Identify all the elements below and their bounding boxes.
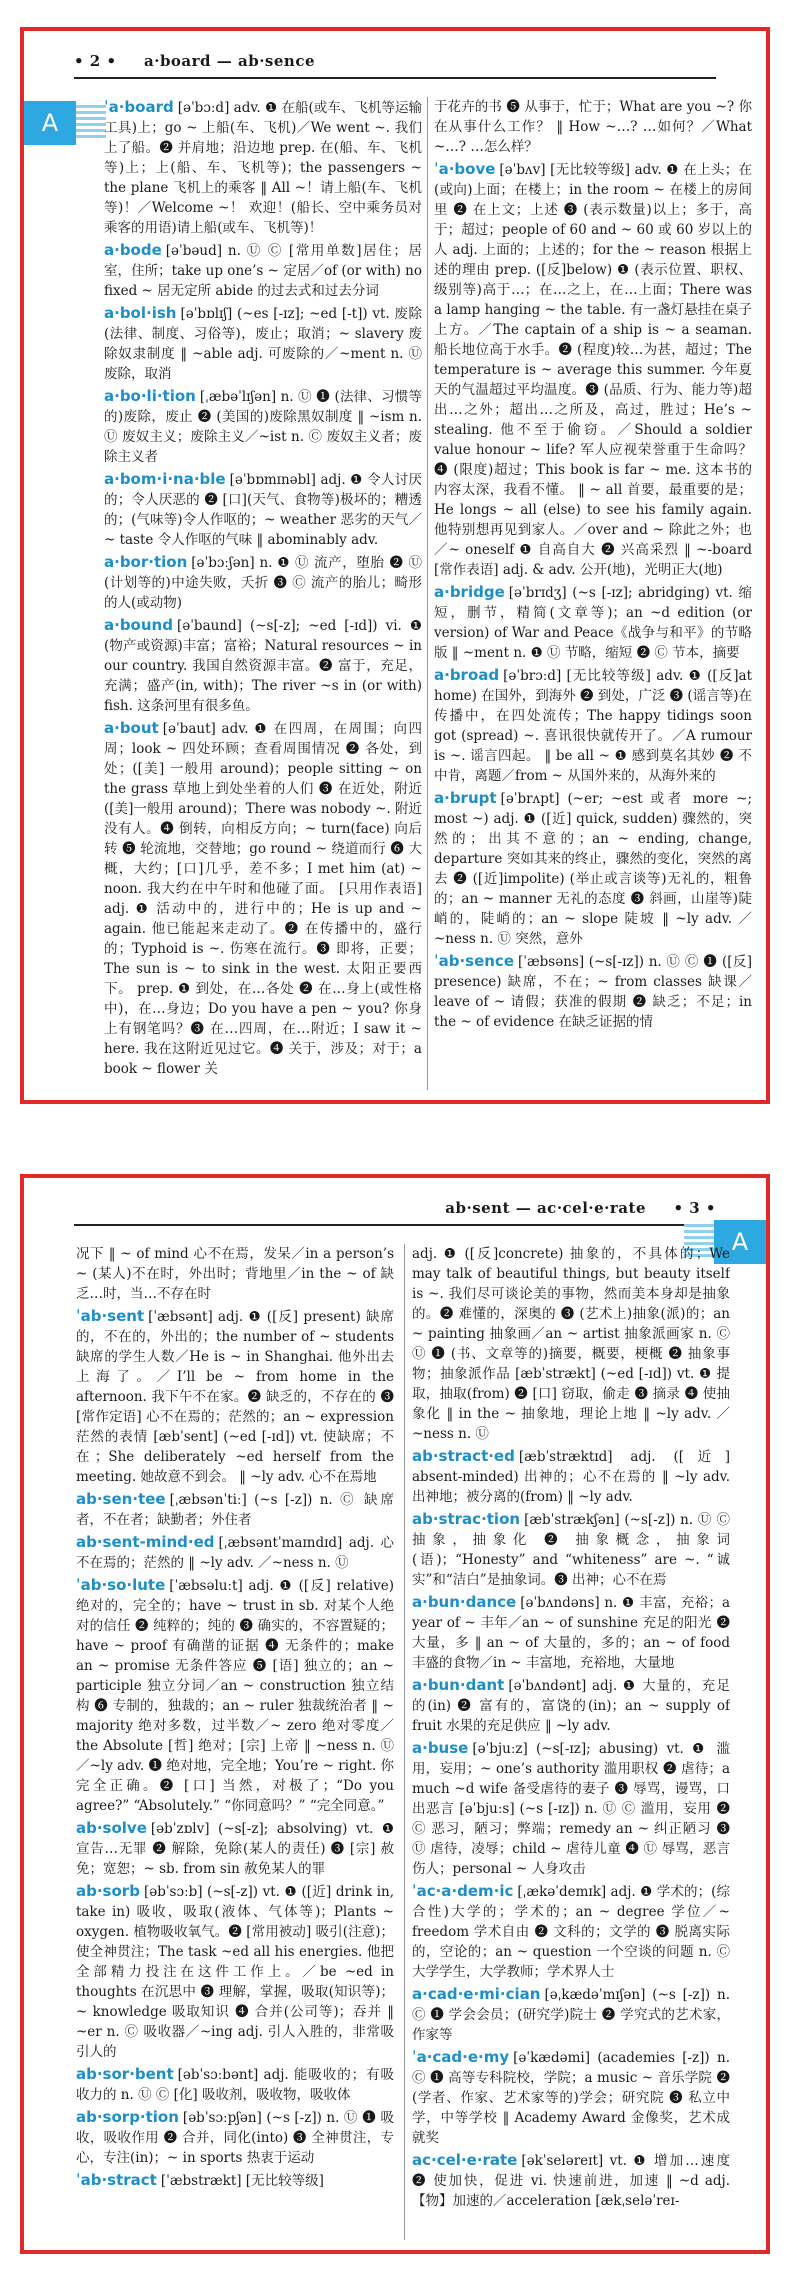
entry-body [76,1575,394,1816]
definition-text: [æbˈstræktɪd] adj. ([近] absent-minded) 出神的；心不在焉的 ‖ ~ly adv. 出神地；被分离的(from) ‖ ~ly adv. [412,1449,730,1505]
headword: a·bound [104,616,173,634]
headword: a·bout [104,719,159,737]
headword: a·cad·e·mi·cian [412,1985,541,2003]
headword: ˈa·cad·e·my [412,2048,510,2066]
page-header [74,43,716,79]
dictionary-page-right [20,1174,770,2254]
dictionary-entry [412,1984,730,2045]
dictionary-entry [412,1881,730,1982]
definition-text: [əˈbɒmɪnəbl] adj. ❶ 令人讨厌的；令人厌恶的 ❷ [口](天气、食物等)极坏的；糟透的；(气味等)令人作呕的；~ weather 恶劣的天气／~ taste 令人作呕的气味 ‖ abominably adv. [104,472,422,548]
continued-text: adj. ❶ ([反]concrete) 抽象的，不具体的；We may talk of beautiful things, but beauty itself is ~. 我们尽可谈论美的事物，然而美本身却是抽象的。❷ 难懂的，深奥的 ❸ (艺术上)抽象(派)的；an ~ painting 抽象画／an ~ artist 抽象派画家 n. Ⓒ Ⓤ ❶ (书、文章等的)摘要，概要，梗概 ❷ 抽象事物；抽象派作品 [æbˈstrækt] (~ed [-ɪd]) vt. ❶ 提取，抽取(from) ❷ [口] 窃取，偷走 ❸ 摘录 ❹ 使抽象化 ‖ in the ~ 抽象地，理论上地 ‖ ~ly adv. ／~ness n. Ⓤ [412,1246,730,1442]
entry-body [412,2047,730,2148]
dictionary-entry [434,159,752,580]
definition-text: [əˈbaund] (~s[-z]; ~ed [-ɪd]) vi. ❶ (物产或资源)丰富；富裕；Natural resources ~ in our country. 我国自然资源丰富。❷ 富于，充足，充满；盛产(in, with)；The river ~s in (or with) fish. 这条河里有很多鱼。 [104,618,422,714]
headword: ab·sor·bent [76,2065,174,2083]
definition-text: [ˈæbsəns] (~s[-ɪz]) n. Ⓤ Ⓒ ❶ ([反] presence) 缺席，不在；~ from classes 缺课／leave of ~ 请假；获准的假期 ❷ 缺乏；不足；in the ~ of evidence 在缺乏证据的情 [434,954,752,1030]
headword: ab·sorb [76,1882,140,1900]
entry-body [76,1818,394,1879]
definition-text: [əˈkædəmi] (academies [-z]) n. Ⓒ ❶ 高等专科院校，学院；a music ~ 音乐学院 ❷ (学者、作家、艺术家等的)学会；研究院 ❸ 私立中学，中等学校 ‖ Academy Award 金像奖，艺术成就奖 [412,2050,730,2146]
dictionary-entry [76,2107,394,2168]
dictionary-entry [412,1738,730,1879]
dictionary-entry [76,1489,394,1530]
dictionary-entry [412,1446,730,1507]
entry-body [104,552,422,613]
dictionary-entry [412,1509,730,1590]
continued-entry [412,1244,730,1444]
headword: ˈac·a·dem·ic [412,1882,514,1900]
entry-body [104,97,422,238]
definition-text: [ˌækəˈdemɪk] adj. ❶ 学术的；(综合性)大学的；学术的；an ~ degree 学位／~ freedom 学术自由 ❷ 文科的；文学的 ❸ 脱离实际的，空论的；an ~ question 一个空谈的问题 n. Ⓒ 大学学生，大学教师；学术界人士 [412,1884,730,1980]
entry-body [412,1984,730,2045]
dictionary-entry [104,386,422,467]
dictionary-entry [412,1675,730,1736]
definition-text: [əˈbɔːʃən] n. ❶ Ⓤ 流产，堕胎 ❷ Ⓤ (计划等的)中途失败，夭折 ❸ Ⓒ 流产的胎儿；畸形的人(或动物) [104,555,422,611]
continued-text: 于花卉的书 ❺ 从事于，忙于；What are you ~? 你在从事什么工作？ ‖ How ~…? …如何？／What ~…? …怎么样？ [434,99,752,155]
entry-body [76,2170,394,2191]
definition-text: [əkˈseləreɪt] vt. ❶ 增加…速度 ❷ 使加快，促进 vi. 快速前进，加速 ‖ ~d adj. 【物】加速的／acceleration [ækˌseləˈreɪ- [412,2153,730,2209]
dictionary-entry [76,1306,394,1487]
headword: ˈab·so·lute [76,1576,166,1594]
dictionary-entry [76,1881,394,2062]
entry-body [104,718,422,1079]
dictionary-entry [104,97,422,238]
headword: a·bode [104,241,162,259]
definition-text: [əˈbʌndəns] n. ❶ 丰富，充裕；a year of ~ 丰年／an ~ of sunshine 充足的阳光 ❷ 大量，多 ‖ an ~ of 大量的，多的；an ~ of food 丰盛的食物／in ~ 丰富地，充裕地，大量地 [412,1595,730,1671]
headword: ab·strac·tion [412,1510,521,1528]
definition-text: [əˈbrɪdʒ] (~s [-ɪz]; abridging) vt. 缩短，删节，精简(文章等)；an ~d edition (or version) of War and Peace《战争与和平》的节略版 ‖ ~ment n. ❶ Ⓤ 节略，缩短 ❷ Ⓒ 节本，摘要 [434,585,752,661]
entry-body [412,1446,730,1507]
definition-text: [ˈæbsənt] adj. ❶ ([反] present) 缺席的，不在的，外出的；the number of ~ students 缺席的学生人数／He is ~ in Shanghai. 他外出去上海了。／I’ll be ~ from home in the afternoon. 我下午不在家。❷ 缺乏的，不存在的 ❸ [常作定语] 心不在焉的；茫然的；an ~ expression 茫然的表情 [æbˈsent] (~ed [-ɪd]) vt. 使缺席；不在；She deliberately ~ed herself from the meeting. 她故意不到会。 ‖ ~ly adv. 心不在焉地 [76,1309,394,1485]
entry-body [104,386,422,467]
definition-text: [əbˈsɔːb] (~s[-z]) vt. ❶ ([近] drink in, take in) 吸收，吸取(液体、气体等)；Plants ~ oxygen. 植物吸收氧气。❷ [常用被动] 吸引(注意)；使全神贯注；The task ~ed all his energies. 他把全部精力投注在这件工作上。／be ~ed in thoughts 在沉思中 ❸ 理解，掌握，吸取(知识等)；~ knowledge 吸取知识 ❹ 合并(公司等)；吞并 ‖ ~er n. Ⓒ 吸收器／~ing adj. 引人入胜的，非常吸引人的 [76,1884,394,2060]
definition-text: [əbˈsɔːbənt] adj. 能吸收的；有吸收力的 n. Ⓤ Ⓒ [化] 吸收剂，吸收物，吸收体 [76,2067,394,2103]
entry-body [412,1592,730,1673]
entry-body [412,1881,730,1982]
headword: ˈab·sent [76,1307,145,1325]
definition-text: [əˈbəud] n. Ⓤ Ⓒ [常用单数]居住；居室，住所；take up one’s ~ 定居／of (or with) no fixed ~ 居无定所 abide 的过去式和过去分词 [104,243,422,299]
dictionary-entry [412,2150,730,2211]
entry-body [412,1509,730,1590]
entry-body [76,1306,394,1487]
definition-text: [əˈbrʌpt] (~er; ~est 或者 more ~; most ~) adj. ❶ ([近] quick, sudden) 骤然的，突然的；出其不意的；an ~ ending, change, departure 突如其来的终止，骤然的变化，突然的离去 ❷ ([近]impolite) (举止或言谈等)无礼的，粗鲁的；an ~ manner 无礼的态度 ❸ 斜画，山崖等)陡峭的，陡峭的；an ~ slope 陡坡 ‖ ~ly adv. ／~ness n. Ⓤ 突然，意外 [434,791,752,947]
entry-body [434,159,752,580]
headword: a·bom·i·na·ble [104,470,226,488]
dictionary-entry [412,2047,730,2148]
headword: a·brupt [434,789,497,807]
headword: a·bo·li·tion [104,387,196,405]
entry-body [76,2107,394,2168]
guide-words: ab·sent — ac·cel·e·rate [445,1199,646,1217]
headword: a·broad [434,666,500,684]
dictionary-entry [104,469,422,550]
continued-entry [76,1244,394,1304]
right-column [434,97,752,1090]
entry-body [412,1738,730,1879]
entry-body [104,240,422,301]
definition-text: [əˈbʌv] [无比较等级] adv. ❶ 在上头；在(或向)上面；在楼上；in the room ~ 在楼上的房间里 ❷ 在上文；上述 ❸ (表示数量)以上；多于，高于；超过；people of 60 and ~ 60 或 60 岁以上的人 adj. 上面的；上述的；for the ~ reason 根据上述的理由 prep. ([反]below) ❶ (表示位置、职权、级别等)高于…；在…之上，在…上面；There was a lamp hanging ~ the table. 有一盏灯悬挂在桌子上方。／The captain of a ship is ~ a seaman. 船长地位高于水手。❷ (程度)较…为甚，超过；The temperature is ~ average this summer. 今年夏天的气温超过平均温度。❸ (品质、行为、能力等)超出…之外；超出…之所及，高过，胜过；He’s ~ stealing. 他不至于偷窃。／Should a soldier value honour ~ life? 军人应视荣誉重于生命吗？❹ (限度)超过；This book is far ~ me. 这本书的内容太深，我看不懂。 ‖ ~ all 首要，最重要的是；He longs ~ all (else) to see his family again. 他特别想再见到家人。／over and ~ 除此之外；也／~ oneself ❶ 自高自大 ❷ 兴高采烈 ‖ ~-board [常作表语] adj. & adv. 公开(地)，光明正大(地) [434,162,752,578]
entry-body [434,951,752,1032]
definition-text: [əˈbaut] adv. ❶ 在四周，在周围；向四周；look ~ 四处环顾；查看周围情况 ❷ 各处，到处；([美] 一般用 around)；people sitting ~ on the grass 草地上到处坐着的人们 ❸ 在近处，附近([美]一般用 around)；There was nobody ~. 附近没有人。❹ 倒转，向相反方向；~ turn(face) 向后转 ❺ 轮流地，交替地；go round ~ 绕道而行 ❻ 大概，大约；[口]几乎，差不多；I met him (at) ~ noon. 我大约在中午时和他碰了面。 [只用作表语] adj. ❶ 活动中的，进行中的；He is up and ~ again. 他已能起来走动了。❷ 在传播中的，盛行的；Typhoid is ~. 伤寒在流行。❸ 即将，正要；The sun is ~ to sink in the west. 太阳正要西下。 prep. ❶ 到处，在…各处 ❷ 在…身上(或性格中)，在…身边；Do you have a pen ~ you? 你身上有钢笔吗？❸ 在…四周，在…附近；I saw it ~ here. 我在这附近见过它。❹ 关于，涉及；对于；a book ~ flower 关 [104,721,422,1077]
page-number: • 2 • [74,52,117,70]
entry-body [76,2064,394,2105]
headword: a·bol·ish [104,304,177,322]
dictionary-page-left [20,27,770,1104]
entry-body [76,1881,394,2062]
entry-body [434,788,752,949]
headword: ac·cel·e·rate [412,2151,518,2169]
left-column [104,97,422,1090]
dictionary-entry [76,1575,394,1816]
entry-body [412,1675,730,1736]
headword: ab·sen·tee [76,1490,166,1508]
definition-text: [əˈbʌndənt] adj. ❶ 大量的，充足的(in) ❷ 富有的，富饶的(in)；an ~ supply of fruit 水果的充足供应 ‖ ~ly adv. [412,1678,730,1734]
headword: ˈa·board [104,98,174,116]
letter-tab: A [714,1220,766,1264]
dictionary-entry [76,1818,394,1879]
definition-text: [əˈbrɔːd] [无比较等级] adv. ❶ ([反]at home) 在国外，到海外 ❷ 到处，广泛 ❸ (谣言等)在传播中，在四处流传；The happy tidings soon got (spread) ~. 喜讯很快就传开了。／A rumour is ~. 谣言四起。 ‖ be all ~ ❶ 感到莫名其妙 ❷ 不中肯，离题／from ~ 从国外来的，从海外来的 [434,668,752,784]
entry-body [412,2150,730,2211]
definition-text: [əˈbɒlɪʃ] (~es [-ɪz]; ~ed [-t]) vt. 废除(法律、制度、习俗等)，废止；取消；~ slavery 废除奴隶制度 ‖ ~able adj. 可废除的／~ment n. Ⓤ 废除，取消 [104,306,422,382]
definition-text: [æbˈstrækʃən] (~s[-z]) n. Ⓤ Ⓒ 抽象，抽象化 ❷ 抽象概念，抽象词(语)；“Honesty” and “whiteness” are ~. “诚实”和“洁白”是抽象词。❸ 出神；心不在焉 [412,1512,730,1588]
right-column [412,1244,730,2240]
headword: ˈa·bove [434,160,496,178]
headword: ˈab·stract [76,2171,157,2189]
headword: ab·solve [76,1819,147,1837]
dictionary-entry [434,582,752,663]
dictionary-entry [104,240,422,301]
dictionary-entry [76,1532,394,1573]
dictionary-entry [104,718,422,1079]
definition-text: [əˈbɔːd] adv. ❶ 在船(或车、飞机等运输工具)上；go ~ 上船(车、飞机)／We went ~. 我们上了船。❷ 并肩地；沿边地 prep. 在(船、车、飞机等)上；上(船、车、飞机等)；the passengers ~ the plane 飞机上的乘客 ‖ All ~！请上船(车、飞机等)！／Welcome ~！ 欢迎！(船长、空中乘务员对乘客的用语)请上船(或车、飞机等)！ [104,100,422,236]
entry-body [104,303,422,384]
headword: ab·sent-mind·ed [76,1533,215,1551]
page-number: • 3 • [673,1199,716,1217]
page-header [74,1190,716,1226]
definition-text: [ˌæbsəntˈmaɪndɪd] adj. 心不在焉的；茫然的 ‖ ~ly adv. ／~ness n. Ⓤ [76,1535,394,1571]
entry-body [104,469,422,550]
continued-text: 况下 ‖ ~ of mind 心不在焉，发呆／in a person’s ~ (某人)不在时，外出时；背地里／in the ~ of 缺乏…时，当…不存在时 [76,1246,394,1302]
column-divider [427,97,428,1090]
entry-body [434,582,752,663]
definition-text: [əˌkædəˈmɪʃən] (~s [-z]) n. Ⓒ ❶ 学会会员；(研究学)院士 ❷ 学究式的艺术家，作家等 [412,1987,730,2043]
entry-body [434,665,752,786]
definition-text: [əˈbjuːz] (~s[-ɪz]; abusing) vt. ❶ 滥用，妄用；~ one’s authority 滥用职权 ❷ 虐待；a much ~d wife 备受虐待的妻子 ❸ 辱骂，谩骂，口出恶言 [əˈbjuːs] (~s [-ɪz]) n. Ⓤ Ⓒ 滥用，妄用 ❷ Ⓒ 恶习，陋习；弊端；remedy an ~ 纠正陋习 ❸ Ⓤ 虐待，凌辱；child ~ 虐待儿童 ❹ Ⓤ 辱骂，恶言伤人；personal ~ 人身攻击 [412,1741,730,1877]
stripes-decoration [76,105,106,141]
definition-text: [ˌæbəˈlɪʃən] n. Ⓤ ❶ (法律、习惯等的)废除，废止 ❷ (美国的)废除黑奴制度 ‖ ~ism n. Ⓤ 废奴主义；废除主义／~ist n. Ⓒ 废奴主义者；废除主义者 [104,389,422,465]
definition-text: [əbˈsɔːpʃən] (~s [-z]) n. Ⓤ ❶ 吸收，吸收作用 ❷ 合并，同化(into) ❸ 全神贯注，专心，专注(in)；~ in sports 热衷于运动 [76,2110,394,2166]
entry-body [104,615,422,716]
dictionary-entry [412,1592,730,1673]
dictionary-entry [104,615,422,716]
left-column [76,1244,394,2240]
headword: ab·sorp·tion [76,2108,179,2126]
dictionary-entry [434,788,752,949]
headword: a·bridge [434,583,505,601]
definition-text: [ˌæbsənˈtiː] (~s [-z]) n. Ⓒ 缺席者，不在者；缺勤者；外住者 [76,1492,394,1528]
entry-body [76,1532,394,1573]
letter-tab: A [24,101,76,145]
headword: ab·stract·ed [412,1447,515,1465]
headword: a·bun·dance [412,1593,517,1611]
headword: ˈab·sence [434,952,514,970]
dictionary-entry [104,303,422,384]
dictionary-entry [434,665,752,786]
headword: a·bun·dant [412,1676,505,1694]
dictionary-entry [76,2170,394,2191]
definition-text: [ˈæbsəluːt] adj. ❶ ([反] relative) 绝对的，完全的；have ~ trust in sb. 对某个人绝对的信任 ❷ 纯粹的；纯的 ❸ 确实的，不容置疑的；have ~ proof 有确凿的证据 ❹ 无条件的；make an ~ promise 无条件答应 ❺ [语] 独立的；an ~ participle 独立分词／an ~ construction 独立结构 ❻ 专制的，独裁的；an ~ ruler 独裁统治者 ‖ ~ majority 绝对多数，过半数／~ zero 绝对零度／the Absolute [哲] 绝对；[宗] 上帝 ‖ ~ness n. Ⓤ／~ly adv. ❶ 绝对地，完全地；You’re ~ right. 你完全正确。❷ [口] 当然，对极了；“Do you agree?” “Absolutely.” “你同意吗？” “完全同意。” [76,1578,394,1814]
definition-text: [əbˈzɒlv] (~s[-z]; absolving) vt. ❶ 宣告…无罪 ❷ 解除，免除(某人的责任) ❸ [宗] 赦免；宽恕；~ sb. from sin 赦免某人的罪 [76,1821,394,1877]
continued-entry [434,97,752,157]
column-divider [404,1244,405,2240]
dictionary-entry [76,2064,394,2105]
entry-body [76,1489,394,1530]
headword: a·buse [412,1739,469,1757]
headword: a·bor·tion [104,553,188,571]
guide-words: a·board — ab·sence [144,52,315,70]
dictionary-entry [104,552,422,613]
definition-text: [ˈæbstrækt] [无比较等级] [160,2173,324,2189]
dictionary-entry [434,951,752,1032]
